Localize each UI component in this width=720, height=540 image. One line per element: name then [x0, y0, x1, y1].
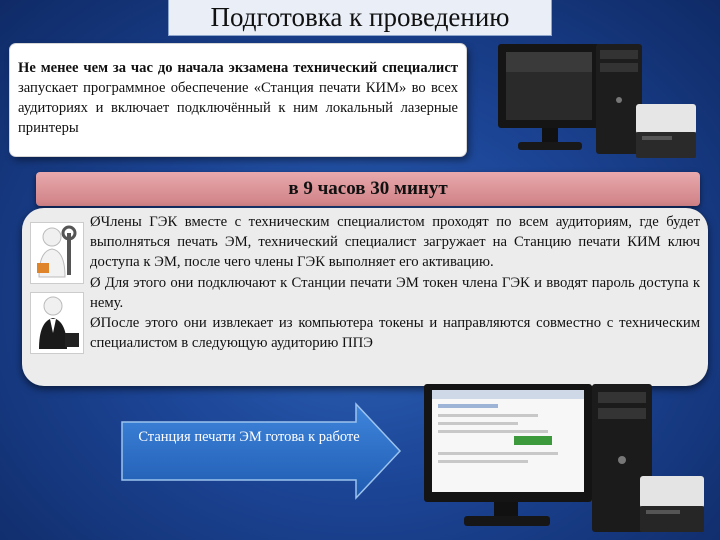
- technician-figure-icon: [30, 222, 84, 284]
- arrow-shape: [120, 402, 402, 500]
- computer-printer-illustration: [492, 38, 698, 164]
- step-item: ØЧлены ГЭК вместе с техническим специалистом проходят по всем аудиториям, где будет выполняться печать ЭМ, технический специалист загружает на Станцию печати КИМ ключ доступа к ЭМ, после чего члены ГЭК выполняет его активацию.: [90, 214, 700, 271]
- intro-text-box: [10, 44, 466, 156]
- arrow-label: Станция печати ЭМ готова к работе: [138, 429, 360, 445]
- step-item: ØПосле этого они извлекает из компьютера токены и направляются совместно с техническим специалистом в следующую аудиторию ППЭ: [90, 315, 700, 352]
- intro-bold-text: Не менее чем за час до начала экзамена технический специалист: [18, 60, 458, 76]
- commission-member-figure-icon: [30, 292, 84, 354]
- page-title: Подготовка к проведению: [168, 0, 552, 36]
- step-item: Ø Для этого они подключают к Станции печати ЭМ токен члена ГЭК и вводят пароль доступа к нему.: [90, 274, 700, 311]
- print-station-computer-illustration: [418, 380, 708, 536]
- time-header: в 9 часов 30 минут: [36, 172, 700, 206]
- steps-text: [90, 212, 700, 353]
- intro-body-text: запускает программное обеспечение «Станция печати КИМ» во всех аудиториях и включает подключённый к ним локальный лазерные принтеры: [18, 80, 458, 136]
